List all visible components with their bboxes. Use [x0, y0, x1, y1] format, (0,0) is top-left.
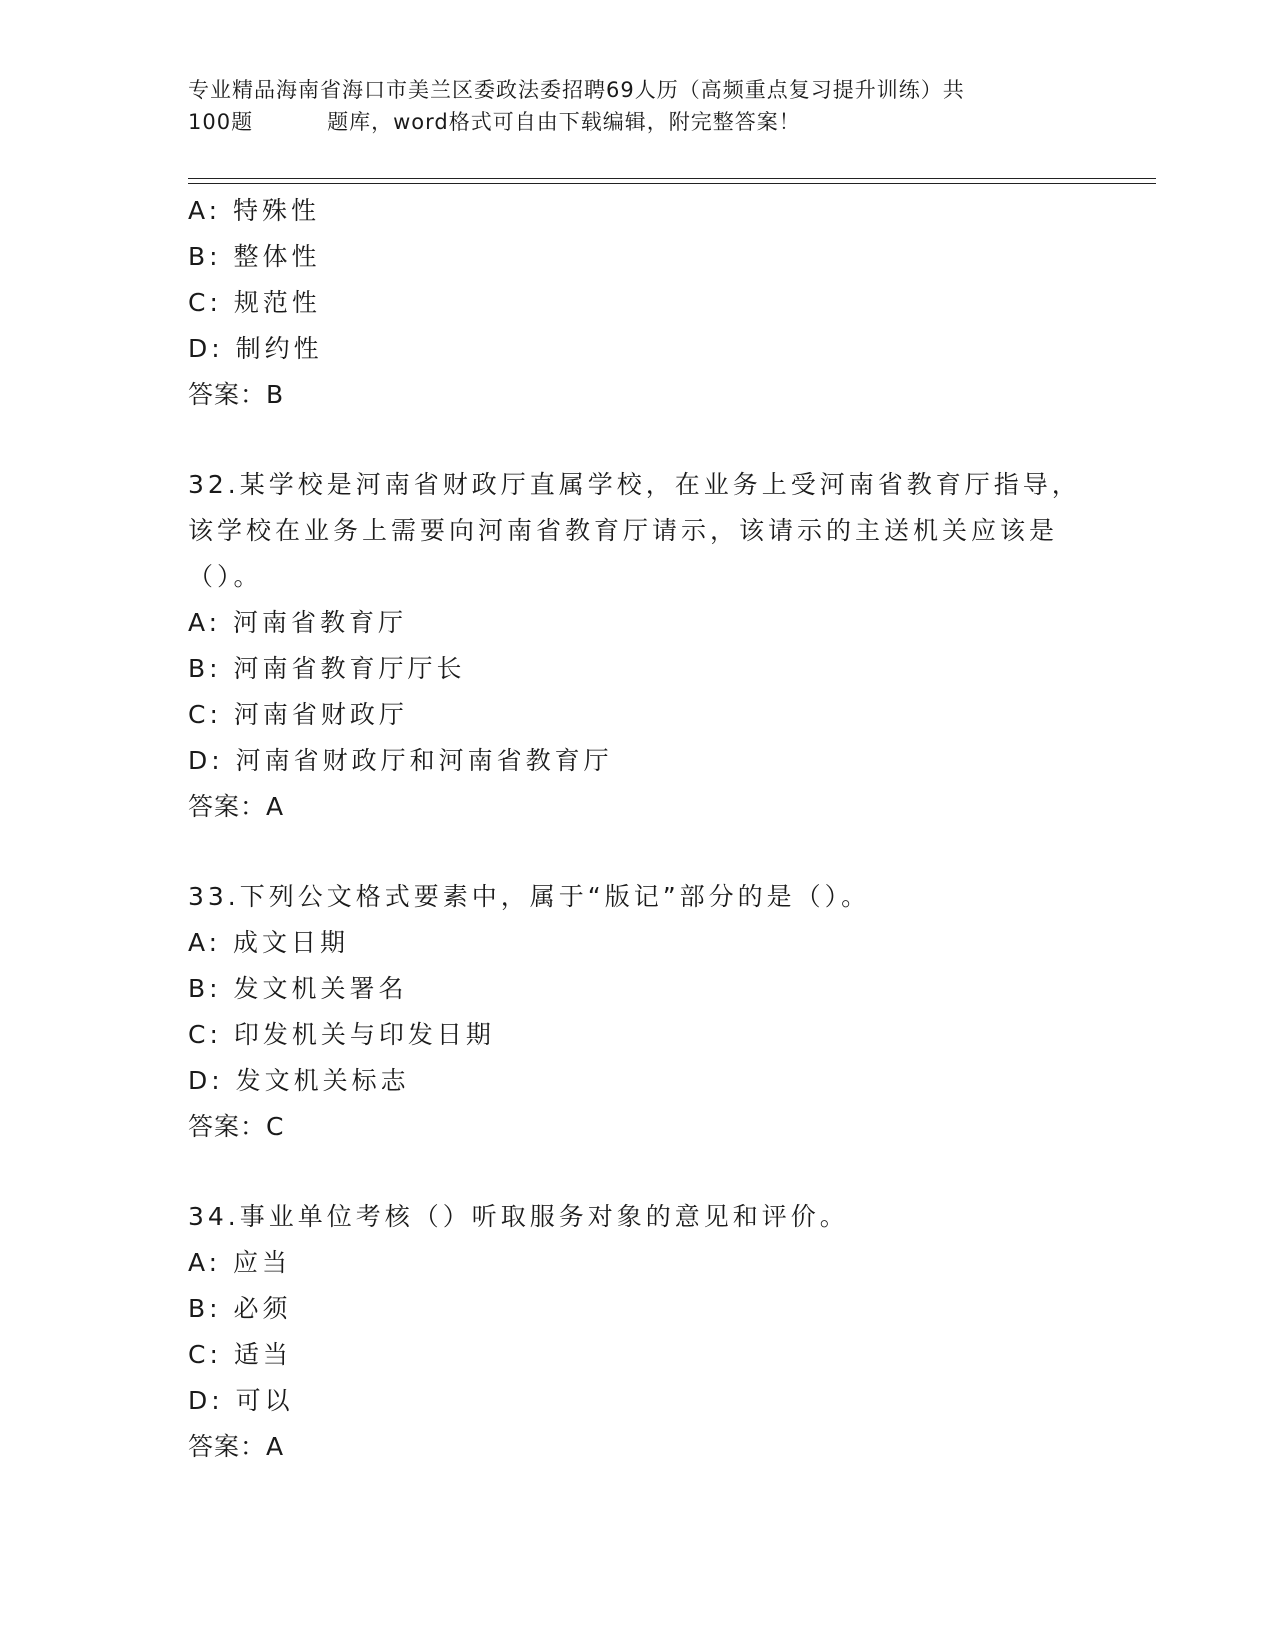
- option-c: C: 规范性: [188, 288, 321, 317]
- question-text-line: 该学校在业务上需要向河南省教育厅请示，该请示的主送机关应该是: [188, 516, 1059, 545]
- option-b: B: 河南省教育厅厅长: [188, 654, 466, 683]
- option-c: C: 河南省财政厅: [188, 700, 408, 729]
- question-33: [188, 874, 1088, 1150]
- question-spacer: [188, 1150, 1088, 1194]
- answer: 答案：B: [188, 380, 285, 409]
- question-text-line: 33.下列公文格式要素中，属于“版记”部分的是（）。: [188, 882, 871, 911]
- option-b: B: 必须: [188, 1294, 292, 1323]
- header-title-line-1: 专业精品海南省海口市美兰区委政法委招聘69人历（高频重点复习提升训练）共: [188, 78, 965, 102]
- question-31: [188, 188, 1088, 418]
- option-a: A: 成文日期: [188, 928, 350, 957]
- answer: 答案：C: [188, 1112, 285, 1141]
- question-text-line: 34.事业单位考核（）听取服务对象的意见和评价。: [188, 1202, 849, 1231]
- option-d: D: 河南省财政厅和河南省教育厅: [188, 746, 613, 775]
- option-a: A: 特殊性: [188, 196, 321, 225]
- option-d: D: 可以: [188, 1386, 294, 1415]
- question-text-line: （）。: [188, 562, 263, 591]
- answer: 答案：A: [188, 792, 285, 821]
- option-a: A: 应当: [188, 1248, 292, 1277]
- option-b: B: 整体性: [188, 242, 321, 271]
- question-spacer: [188, 830, 1088, 874]
- answer: 答案：A: [188, 1432, 285, 1461]
- option-a: A: 河南省教育厅: [188, 608, 408, 637]
- header-title-line-2: [188, 106, 1088, 138]
- header-question-count: 100题: [188, 110, 254, 134]
- document-header: [188, 74, 1088, 138]
- option-d: D: 制约性: [188, 334, 323, 363]
- option-c: C: 适当: [188, 1340, 292, 1369]
- question-spacer: [188, 418, 1088, 462]
- question-32: [188, 462, 1088, 830]
- question-text-line: 32.某学校是河南省财政厅直属学校，在业务上受河南省教育厅指导，: [188, 470, 1081, 499]
- option-b: B: 发文机关署名: [188, 974, 408, 1003]
- header-description: 题库，word格式可自由下载编辑，附完整答案！: [327, 110, 801, 134]
- option-d: D: 发文机关标志: [188, 1066, 410, 1095]
- question-34: [188, 1194, 1088, 1470]
- question-content: [188, 188, 1088, 1470]
- header-divider-top: [188, 178, 1156, 179]
- option-c: C: 印发机关与印发日期: [188, 1020, 495, 1049]
- header-divider-bottom: [188, 183, 1156, 184]
